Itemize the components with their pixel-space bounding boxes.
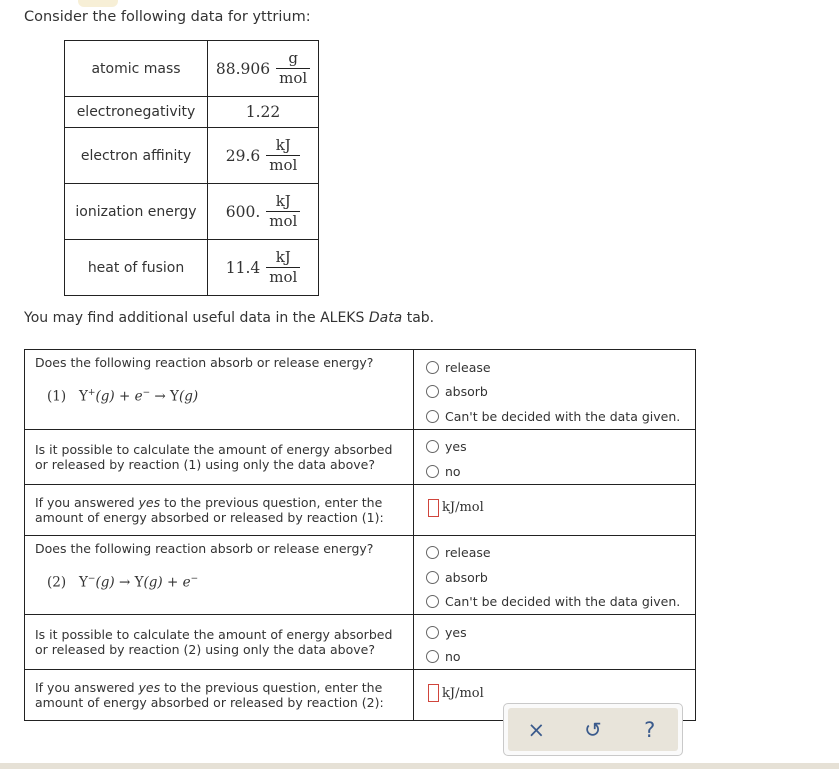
table-row [65,41,319,97]
property-value [208,240,319,296]
radio-button[interactable] [426,410,439,423]
unit-label: kJ/mol [442,685,484,701]
energy-input-1[interactable] [428,499,695,517]
radio-button[interactable] [426,385,439,398]
bottom-divider [0,763,839,769]
question-cell [25,429,414,484]
question-text: Is it possible to calculate the amount of energy absorbed [35,627,393,642]
unit-denominator: mol [269,156,298,174]
undo-icon[interactable]: ↺ [584,717,602,742]
unit-numerator: kJ [275,135,291,154]
unit-denominator: mol [269,268,298,286]
question-text: amount of energy absorbed or released by reaction (1): [35,509,384,525]
question-text: Is it possible to calculate the amount of energy absorbed [35,441,393,457]
property-name: electronegativity [65,97,208,128]
clear-icon[interactable]: × [527,717,546,742]
question-text: or released by reaction (1) using only the data above? [35,456,375,472]
value-number: 11.4 [225,258,261,277]
answer-box[interactable] [428,499,439,517]
question-cell [25,615,414,670]
radio-button[interactable] [426,546,439,559]
table-row [25,484,696,535]
unit-numerator: kJ [275,191,291,210]
answer-cell [414,615,696,670]
radio-button[interactable] [426,465,439,478]
question-text: If you answered yes to the previous question, enter the [35,680,383,695]
table-row [25,350,696,430]
property-name: electron affinity [65,128,208,184]
option-cant-decide[interactable]: Can't be decided with the data given. [426,404,695,429]
properties-table [64,40,319,296]
option-release[interactable]: release [426,355,695,380]
question-prompt: Does the following reaction absorb or release energy? [35,540,374,556]
option-no[interactable]: no [426,645,695,670]
table-row [65,97,319,128]
answer-cell [414,350,696,430]
radio-button[interactable] [426,650,439,663]
help-icon[interactable]: ? [644,717,656,742]
radio-button[interactable] [426,571,439,584]
question-cell [25,535,414,615]
property-value [208,128,319,184]
unit-denominator: mol [279,69,308,87]
energy-input-2[interactable] [428,684,695,702]
reaction-1-equation: (1) Y+(g) + e− → Y(g) [47,388,199,405]
option-release[interactable]: release [426,541,695,566]
option-no[interactable]: no [426,459,695,484]
option-absorb[interactable]: absorb [426,380,695,405]
option-yes[interactable]: yes [426,620,695,645]
value-number: 88.906 [215,59,271,78]
question-text: If you answered yes to the previous question, enter the [35,494,383,510]
question-cell [25,350,414,430]
questions-table [24,349,696,721]
question-prompt: Does the following reaction absorb or release energy? [35,355,374,370]
tab-hint [78,0,118,7]
table-row [25,429,696,484]
question-cell [25,670,414,721]
unit-numerator: kJ [275,247,291,266]
option-absorb[interactable]: absorb [426,565,695,590]
answer-cell [414,429,696,484]
property-value [208,41,319,97]
unit-denominator: mol [269,212,298,230]
option-yes[interactable]: yes [426,435,695,460]
property-name: heat of fusion [65,240,208,296]
table-row [65,184,319,240]
option-cant-decide[interactable]: Can't be decided with the data given. [426,590,695,615]
aleks-data-note: You may find additional useful data in the ALEKS Data tab. [24,310,435,326]
question-cell [25,484,414,535]
unit-numerator: g [288,48,298,67]
question-text: or released by reaction (2) using only the data above? [35,642,375,657]
reaction-2-equation: (2) Y−(g) → Y(g) + e− [47,573,199,590]
property-name: ionization energy [65,184,208,240]
value-number: 29.6 [225,146,261,165]
answer-cell [414,484,696,535]
radio-button[interactable] [426,361,439,374]
radio-button[interactable] [426,440,439,453]
answer-toolbar [503,703,683,756]
table-row [65,240,319,296]
radio-button[interactable] [426,626,439,639]
intro-text: Consider the following data for yttrium: [24,9,311,25]
property-name: atomic mass [65,41,208,97]
table-row [65,128,319,184]
radio-button[interactable] [426,595,439,608]
unit-label: kJ/mol [442,500,484,515]
table-row [25,535,696,615]
answer-box[interactable] [428,684,439,702]
table-row [25,615,696,670]
property-value: 1.22 [208,97,319,128]
question-text: amount of energy absorbed or released by reaction (2): [35,695,384,710]
answer-cell [414,535,696,615]
property-value [208,184,319,240]
value-number: 600. [225,202,261,221]
